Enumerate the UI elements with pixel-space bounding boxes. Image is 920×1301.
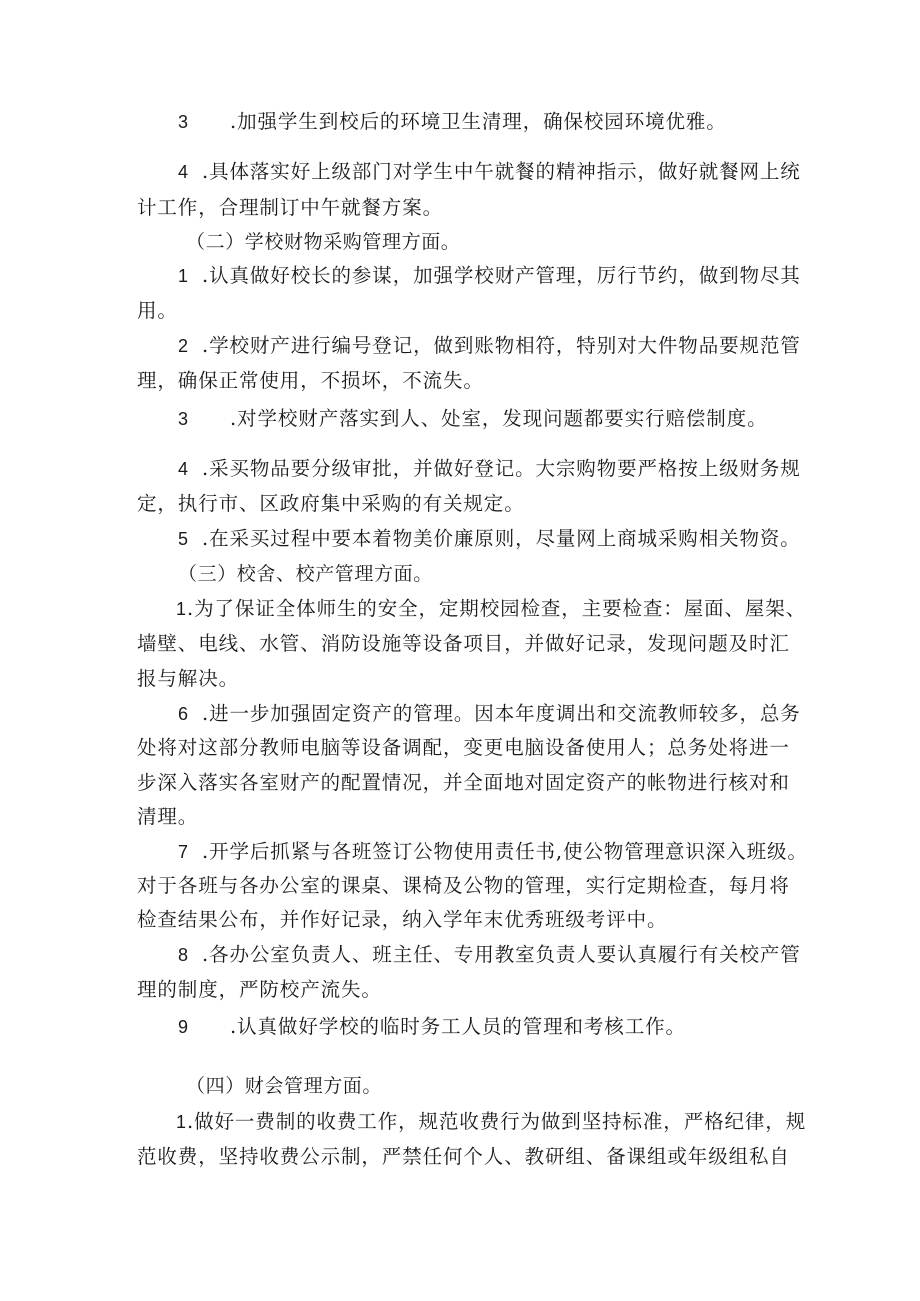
- line-text: 清理。: [137, 805, 199, 828]
- line-text: .认真做好学校的临时务工人员的管理和考核工作。: [230, 1015, 686, 1038]
- line-text: 计工作，合理制订中午就餐方案。: [137, 196, 444, 219]
- line-text: .认真做好校长的参谋，加强学校财产管理，厉行节约，做到物尽其: [202, 264, 801, 287]
- line-text: 检查结果公布，并作好记录，纳入学年末优秀班级考评中。: [137, 908, 668, 931]
- line-text: 步深入落实各室财产的配置情况，并全面地对固定资产的帐物进行核对和: [137, 771, 790, 794]
- paragraph-line: [178, 160, 801, 184]
- line-text: 用。: [137, 299, 178, 322]
- item-number: 1: [176, 599, 187, 619]
- item-number: 3: [178, 112, 189, 132]
- paragraph-line: [178, 1015, 686, 1039]
- paragraph-line: [178, 840, 808, 864]
- line-text: 理的制度，严防校产流失。: [137, 978, 382, 1001]
- paragraph-line: [178, 702, 801, 726]
- item-number: 1: [178, 266, 189, 286]
- paragraph-line: [137, 1145, 790, 1169]
- paragraph-line: [178, 527, 801, 551]
- paragraph-line: [178, 334, 801, 358]
- item-number: 5: [178, 529, 189, 549]
- line-text: .采买物品要分级审批，并做好登记。大宗购物要严格按上级财务规: [202, 457, 801, 480]
- paragraph-line: [137, 978, 382, 1002]
- item-number: 3: [178, 409, 189, 429]
- line-text: 报与解决。: [137, 667, 240, 690]
- paragraph-line: [178, 407, 768, 431]
- item-number: 6: [178, 704, 189, 724]
- line-text: 理，确保正常使用，不损坏，不流失。: [137, 369, 484, 392]
- paragraph-line: [137, 874, 790, 898]
- line-text: 定，执行市、区政府集中采购的有关规定。: [137, 492, 525, 515]
- line-text: .加强学生到校后的环境卫生清理，确保校园环境优雅。: [230, 110, 727, 133]
- line-text: .学校财产进行编号登记，做到账物相符，特别对大件物品要规范管: [202, 334, 801, 357]
- item-number: 7: [178, 842, 189, 862]
- heading-text: （四）财会管理方面。: [186, 1075, 383, 1097]
- paragraph-line: [178, 457, 801, 481]
- line-text: 墙壁、电线、水管、消防设施等设备项目，并做好记录，发现问题及时汇: [137, 632, 790, 655]
- paragraph-line: [137, 771, 790, 795]
- paragraph-line: [178, 110, 727, 134]
- line-text: 范收费，坚持收费公示制，严禁任何个人、教研组、备课组或年级组私自: [137, 1145, 790, 1168]
- paragraph-line: [137, 667, 239, 691]
- line-text: .在采买过程中要本着物美价廉原则，尽量网上商城采购相关物资。: [202, 527, 801, 550]
- item-number: 1: [176, 1112, 187, 1132]
- paragraph-line: [176, 1110, 806, 1134]
- line-text: .各办公室负责人、班主任、专用教室负责人要认真履行有关校产管: [202, 943, 801, 966]
- paragraph-line: [137, 736, 790, 760]
- item-number: 8: [178, 945, 189, 965]
- heading-text: （二）学校财物采购管理方面。: [186, 231, 461, 253]
- paragraph-line: [137, 632, 790, 656]
- paragraph-line: [137, 299, 178, 323]
- paragraph-line: [137, 805, 198, 829]
- line-text: 对于各班与各办公室的课桌、课椅及公物的管理，实行定期检查，每月将: [137, 874, 790, 897]
- paragraph-line: [178, 264, 801, 288]
- paragraph-line: [137, 492, 525, 516]
- paragraph-line: [176, 597, 806, 621]
- section-heading: [186, 1074, 382, 1098]
- paragraph-line: [137, 369, 484, 393]
- line-text: .进一步加强固定资产的管理。因本年度调出和交流教师较多，总务: [202, 702, 801, 725]
- item-number: 4: [178, 459, 189, 479]
- line-text: 处将对这部分教师电脑等设备调配，变更电脑设备使用人；总务处将进一: [137, 736, 790, 759]
- line-text: .对学校财产落实到人、处室，发现问题都要实行赔偿制度。: [230, 407, 768, 430]
- section-heading: [186, 230, 460, 254]
- paragraph-line: [178, 943, 801, 967]
- item-number: 2: [178, 336, 189, 356]
- section-heading: [178, 562, 433, 586]
- line-text: .做好一费制的收费工作，规范收费行为做到坚持标准，严格纪律，规: [187, 1110, 807, 1133]
- paragraph-line: [137, 196, 443, 220]
- item-number: 9: [178, 1017, 189, 1037]
- item-number: 4: [178, 162, 189, 182]
- line-text: .开学后抓紧与各班签订公物使用责任书,使公物管理意识深入班级。: [202, 840, 808, 863]
- line-text: .为了保证全体师生的安全，定期校园检查，主要检查：屋面、屋架、: [187, 597, 807, 620]
- paragraph-line: [137, 908, 667, 932]
- heading-text: （三）校舍、校产管理方面。: [178, 563, 433, 585]
- line-text: .具体落实好上级部门对学生中午就餐的精神指示，做好就餐网上统: [202, 160, 801, 183]
